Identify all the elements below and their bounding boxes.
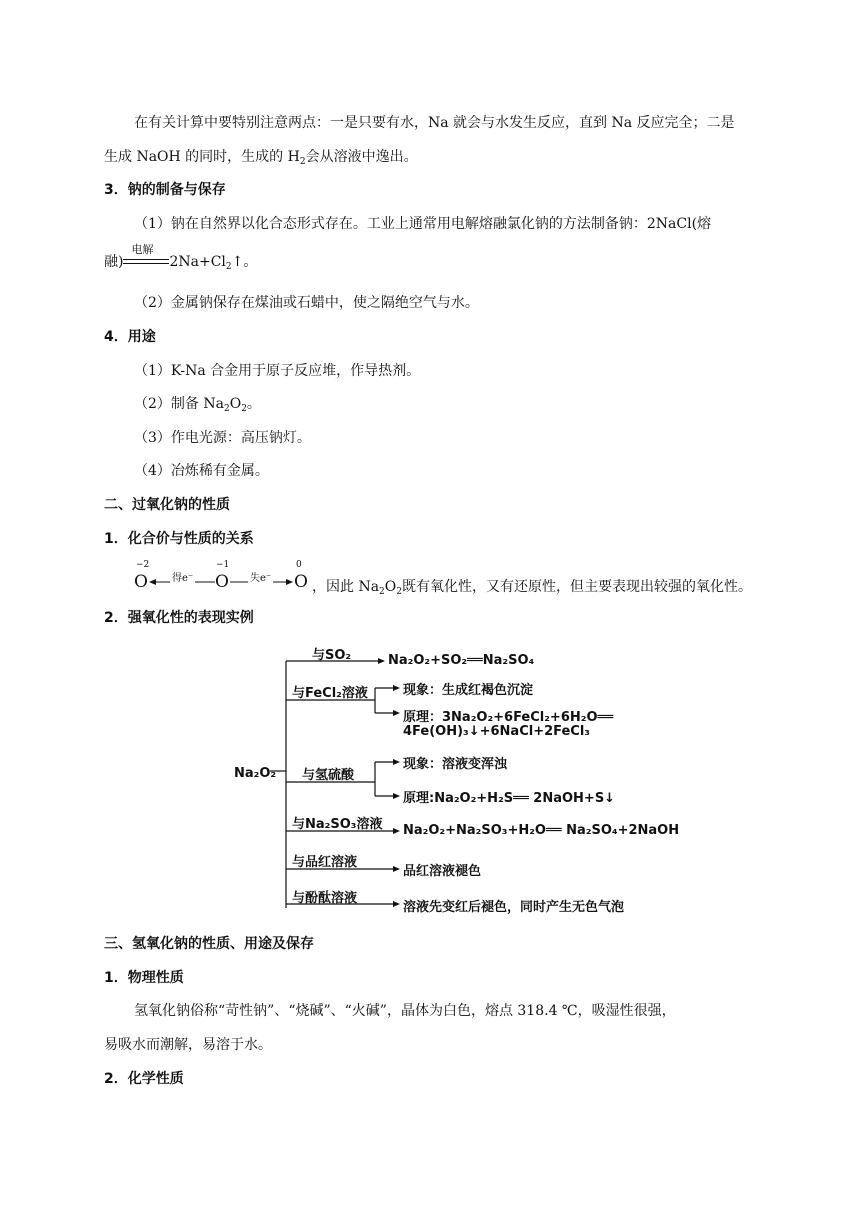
paragraph-physical-line1: 氢氧化钠俗称“苛性钠”、“烧碱”、“火碱”，晶体为白色，熔点 318.4 ℃，吸湿性很强， <box>134 1003 676 1019</box>
na2o2-reaction-diagram <box>230 638 680 918</box>
heading-4: 4．用途 <box>104 329 156 345</box>
heading-3: 3．钠的制备与保存 <box>104 182 226 198</box>
result-pinhong: 品红溶液褪色 <box>403 864 482 879</box>
branch-na2so3: 与Na₂SO₃溶液 <box>292 817 383 832</box>
result-fecl2-principle-line2: 4Fe(OH)₃↓+6NaCl+2FeCl₃ <box>403 724 591 739</box>
paragraph-4-3: （3）作电光源：高压钠灯。 <box>134 430 311 446</box>
branch-fecl2: 与FeCl₂溶液 <box>292 686 368 701</box>
paragraph-4-4: （4）冶炼稀有金属。 <box>134 463 269 479</box>
paragraph-calc-line1: 在有关计算中要特别注意两点：一是只要有水，Na 就会与水发生反应，直到 Na 反应完全；二是 <box>134 115 735 131</box>
electrolysis-arrow: 电解 <box>123 255 169 269</box>
heading-2-1: 1．化合价与性质的关系 <box>104 531 254 547</box>
branch-phenolphthalein: 与酚酞溶液 <box>292 891 358 906</box>
section-title-2: 二、过氧化钠的性质 <box>104 497 230 513</box>
branch-so2: 与SO₂ <box>312 648 352 663</box>
heading-2-2: 2．强氧化性的表现实例 <box>104 610 254 626</box>
result-so2: Na₂O₂+SO₂══Na₂SO₄ <box>388 653 535 668</box>
paragraph-3-2: （2）金属钠保存在煤油或石蜡中，使之隔绝空气与水。 <box>134 295 479 311</box>
result-na2so3: Na₂O₂+Na₂SO₃+H₂O══ Na₂SO₄+2NaOH <box>403 823 680 838</box>
result-h2s-principle: 原理:Na₂O₂+H₂S══ 2NaOH+S↓ <box>403 791 616 806</box>
heading-3-1: 1．物理性质 <box>104 970 184 986</box>
section-title-3: 三、氢氧化钠的性质、用途及保存 <box>104 936 314 952</box>
heading-3-2: 2．化学性质 <box>104 1071 184 1087</box>
result-fecl2-phenomenon: 现象：生成红褐色沉淀 <box>403 683 534 698</box>
branch-h2s: 与氢硫酸 <box>302 768 355 783</box>
result-fecl2-principle-line1: 原理：3Na₂O₂+6FeCl₂+6H₂O══ <box>403 710 614 725</box>
paragraph-calc-line2: 生成 NaOH 的同时，生成的 $H_2$会从溶液中逸出。 <box>104 149 418 167</box>
diagram-root-na2o2: Na₂O₂ <box>234 766 277 781</box>
result-phenolphthalein: 溶液先变红后褪色，同时产生无色气泡 <box>403 900 625 915</box>
paragraph-3-1-line1: （1）钠在自然界以化合态形式存在。工业上通常用电解熔融氯化钠的方法制备钠：2NaCl(熔 <box>134 216 712 232</box>
branch-pinhong: 与品红溶液 <box>292 855 358 870</box>
result-h2s-phenomenon: 现象：溶液变浑浊 <box>403 757 508 772</box>
paragraph-3-1-line2: 融) 电解 $2Na+Cl_2↑$。 <box>104 243 258 272</box>
oxidation-state-relation: −2 O 得e⁻ −1 O 失e⁻ 0 O ，因此 $Na_2O_2$既有氧化性，又有还原性，但主要表现出较强的氧化性。 <box>134 560 752 597</box>
paragraph-4-1: （1）K-Na 合金用于原子反应堆，作导热剂。 <box>134 363 421 379</box>
paragraph-4-2: （2）制备 $Na_2O_2$。 <box>134 396 261 414</box>
paragraph-physical-line2: 易吸水而潮解，易溶于水。 <box>104 1037 272 1053</box>
